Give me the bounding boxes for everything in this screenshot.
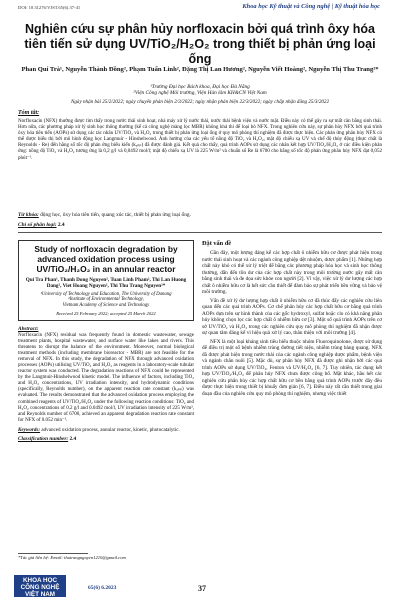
affiliation-2: ²Viện Công nghệ Môi trường, Viện Hàn lâm KH&CN Việt Nam xyxy=(133,90,267,97)
affiliations-english xyxy=(22,292,190,309)
affiliation-en-3: Vietnam Academy of Science and Technology xyxy=(62,303,150,309)
keywords-label: Từ khóa: xyxy=(18,212,39,218)
keywords-en-text: advanced oxidation process, annular reactor, kinetic, photocatalytic. xyxy=(41,426,180,433)
title-vietnamese: Nghiên cứu sự phân hủy norfloxacin bởi quá trình ôxy hóa tiên tiến sử dụng UV/TiO₂/H₂O₂ trong thiết bị phản ứng loại ống xyxy=(24,22,376,66)
footnote-divider xyxy=(18,553,88,554)
classification-vietnamese xyxy=(18,222,65,228)
introduction-heading: Đặt vấn đề xyxy=(202,240,232,247)
doi-text: DOI: 10.31276/VJST.65(6).37-41 xyxy=(18,5,81,10)
classification-value: 2.4 xyxy=(57,222,65,228)
abstract-vietnamese: Norfloxacin (NFX) thường được tìm thấy trong nước thải sinh hoạt, nhà máy xử lý nước thải, nước thải bệnh viện và nước mặt. Điều này có thể gây ra sự mất cân bằng sinh thái. Hơn nữa, các phương pháp xử lý sinh học thông thường (kể cả công nghệ màng lọc MBR) không khả thi để loại bỏ NFX. Trong nghiên cứu này, sự phân hủy NFX bởi quá trình ôxy hóa tiên tiến (AOPs) sử dụng các tác nhân UV/TiO₂ và H₂O₂ trong thiết bị phản ứng loại ống ở quy mô phòng thí nghiệm đã được thực hiện. Các phản ứng phân hủy NFX có thể được biểu thị bởi mô hình động học Langmuir - Hinshelwood. Ảnh hưởng của các yếu tố nồng độ TiO₂ và H₂O₂, mật độ chiếu xạ UV và chế độ thủy động (thực chất là Reynolds - Re) đến hằng số tốc độ phản ứng biểu kiến (kₐₚₚ) đã được đánh giá. Kết quả cho thấy, quá trình AOPs sử dụng các nhân kết hợp UV/TiO₂/H₂O₂ ở các điều kiện phản ứng: nồng độ TiO₂ và H₂O₂ tương ứng là 0,2 g/l và 0,0492 mol/l; mật độ chiếu xạ UV là 225 W/m² và chuẩn số Re là 6700 cho hằng số tốc độ phản ứng phân hủy NFX đạt 0,052 phút⁻¹. xyxy=(18,118,382,161)
intro-paragraph: NFX là một loại kháng sinh tiêu biểu thuộc nhóm Fluoroquinolone, được sử dụng để điều trị một số bệnh nhiễm trùng đường tiết niệu, nhiễm trùng bàng quang. NFX đã được phát hiện trong nước thải của các ngành công nghiệp dược phẩm, bệnh viện và ngành chăn nuôi [5]. Mặc dù, sự phân hủy NFX đã được ghi nhận bởi các quá trình AOPs sử dụng UV/TiO₂, Fenton và UV/H₂O₂ [6, 7]. Tuy nhiên, tác dụng kết hợp UV/TiO₂/H₂O₂ để phân hủy NFX chưa được công bố. Mặt khác, hầu hết các nghiên cứu phân hủy các hợp chất hữu cơ bền bằng quá trình AOPs trước đây đều được thực hiện trong thiết bị khuấy đơn giản [6, 7]. Điều này rất cần thiết trong giai đoạn đầu của nghiên cứu quy mô phòng thí nghiệm, nhưng việc thiết xyxy=(202,338,382,397)
intro-paragraph: Gần đây, một lượng đáng kể các hợp chất ô nhiễm hữu cơ được phát hiện trong nước thải sinh hoạt và các ngành công nghiệp dệt nhuộm, dược phẩm [1]. Những hợp chất này khó có thể xử lý triệt để bằng các phương pháp hóa học và sinh học thông thường, dẫn đến tồn dư của các hợp chất này trong môi trường nước gây mất cân bằng sinh thái và đe dọa sức khỏe con người [2]. Vì vậy, việc xử lý dư lượng các hợp chất ô nhiễm hữu cơ là hết sức cần thiết để đảm bảo sự phát triển bền vững và bảo vệ môi trường. xyxy=(202,250,382,295)
affiliation-en-1: ¹University of Technology and Education, The University of Danang xyxy=(40,291,172,297)
dates-english: Received 25 February 2022; accepted 25 March 2022 xyxy=(56,310,156,316)
journal-logo: KHOA HỌC CÔNG NGHỆ VIỆT NAM xyxy=(14,575,66,597)
section-divider xyxy=(18,232,382,233)
journal-section: Kỹ thuật hóa học xyxy=(334,3,380,10)
introduction-column xyxy=(202,240,382,399)
classification-en-value: 2.4 xyxy=(69,435,77,442)
keywords-vietnamese xyxy=(18,212,191,218)
classification-en-label: Classification number: xyxy=(18,435,69,442)
english-column xyxy=(18,240,194,442)
affiliation-1: ¹Trường Đại học Bách khoa, Đại học Đà Nẵng xyxy=(150,84,250,90)
affiliations-vietnamese xyxy=(20,84,380,97)
page-footer xyxy=(0,574,400,600)
keywords-text: động học, ôxy hóa tiên tiến, quang xúc tác, thiết bị phản ứng loại ống. xyxy=(40,212,191,218)
journal-name: Khoa học Kỹ thuật và Công nghệ xyxy=(242,3,331,10)
abstract-heading-english: Abstract: xyxy=(18,325,39,332)
intro-paragraph: Vấn đề xử lý dư lượng hợp chất ô nhiễm hữu cơ đã thúc đẩy các nghiên cứu liên quan đến các quá trình AOPs. Cơ chế phân hủy các hợp chất hữu cơ bằng quá trình AOPs dựa trên sự hình thành của các gốc hydroxyl, sulfat hoặc clo có khả năng phân hủy không chọn lọc các hợp chất ô nhiễm hữu cơ [3]. Một số quá trình AOPs trên cơ sở UV/TiO₂ và H₂O₂ trong các nghiên cứu quy mô phòng thí nghiệm đã nhận được sự quan tâm đáng kể vì hiệu quả xử lý cao, thân thiện với môi trường [4]. xyxy=(202,297,382,336)
keywords-en-label: Keywords: xyxy=(18,426,41,433)
classification-label: Chỉ số phân loại: xyxy=(18,222,57,228)
footnote: *Tác giả liên hệ: Email: thutrangnguyen1210@gmail.com xyxy=(18,555,126,560)
issue-info: 65(6) 6.2023 xyxy=(88,585,117,591)
page-number: 37 xyxy=(198,584,206,593)
authors-vietnamese: Phan Quí Trà¹, Nguyễn Thành Đồng², Phạm Tuấn Linh², Đặng Thị Lan Hương², Nguyễn Viết Hoàng², Nguyễn Thị Thu Trang²* xyxy=(21,66,379,73)
authors-english: Qui Tra Phan¹, Thanh Dong Nguyen², Tuan Linh Pham², Thi Lan Huong Dang², Viet Hoang Nguyen², Thi Thu Trang Nguyen²* xyxy=(25,277,187,290)
abstract-english: Norfloxacin (NFX) residual was frequently found in domestic wastewater, sewage treatment plants, hospital wastewater, and surface water like lakes and rivers. This threatens to disrupt the balance of the environment. Moreover, normal biological treatment methods (including membrane bioreactor - MBR) are not feasible for the removal of NFX. In this study, the degradation of NFX through advanced oxidation processes (AOPs) utilising UV/TiO₂ and H₂O₂ as reagents in a laboratory-scale tubular reactor system was conducted. The degradation reactions of NFX could be represented by the Langmuir-Hinshelwood kinetic model. The influence of factors, including TiO₂ and H₂O₂ concentrations, UV irradiation intensity, and hydrodynamic conditions (specifically, Reynolds number), on the apparent reaction rate constant (kₐₚₚ) was evaluated. The results demonstrated that the advanced oxidation process employing the combined reagents of UV/TiO₂/H₂O₂ under the following reaction conditions: TiO₂ and H₂O₂ concentrations of 0.2 g/l and 0.0492 mol/l, UV irradiation intensity of 225 W/m², and Reynolds number of 6700, achieved an apparent degradation reaction rate constant for NFX of 0.052 min⁻¹. xyxy=(18,332,194,423)
dates-vietnamese: Ngày nhận bài 25/2/2022; ngày chuyển phản biện 2/3/2022; ngày nhận phản biện 22/3/2022; ngày chấp nhận đăng 25/3/2022 xyxy=(70,99,330,105)
keywords-english xyxy=(18,427,194,433)
english-title-box xyxy=(18,240,194,321)
title-english: Study of norfloxacin degradation by advanced oxidation process using UV/TiO₂/H₂O₂ in an annular reactor xyxy=(34,244,178,274)
classification-english xyxy=(18,436,194,442)
abstract-heading-vietnamese: Tóm tắt: xyxy=(18,110,40,116)
journal-header: Khoa học Kỹ thuật và Công nghệ | Kỹ thuật hóa học xyxy=(242,3,380,10)
affiliation-en-2: ²Institute of Environmental Technology, xyxy=(68,297,144,303)
